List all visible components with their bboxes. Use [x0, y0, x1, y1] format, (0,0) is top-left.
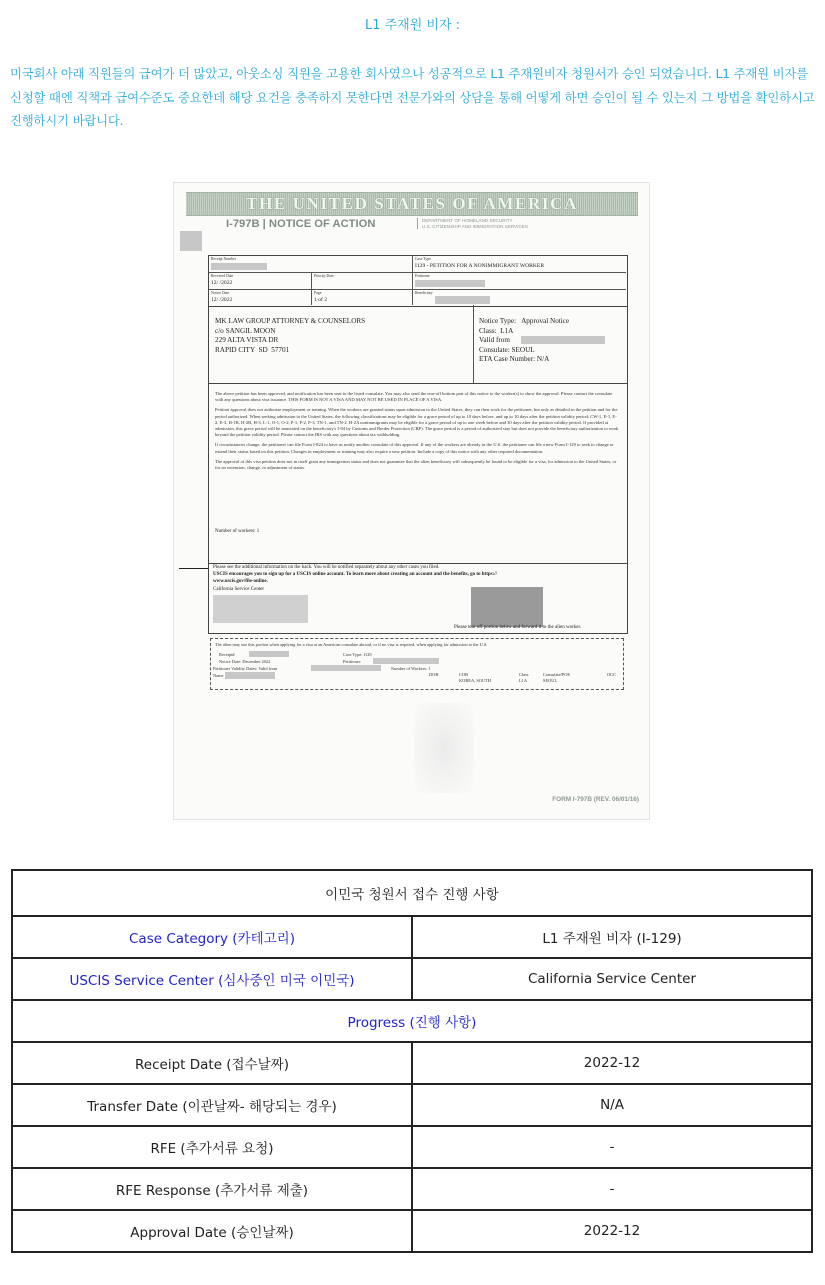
case-type-value: I129 - PETITION FOR A NONIMMIGRANT WORKER: [415, 263, 545, 269]
table-row: [12, 1126, 812, 1168]
approval-paragraph: The above petition has been approved, and notification has been sent to the listed consulate. You may also send the tear-off bottom part of this notice to the worker(s) to show the approval. Please contact the consulate with any questions about visa issuance. THIS FORM IS NOT A VISA AND MAY NOT BE USED IN PLACE OF A VISA.: [215, 391, 613, 403]
petitioner-label: Petitioner: [415, 274, 430, 278]
beneficiary-label: Beneficiary: [415, 291, 433, 295]
received-date-label: Received Date: [211, 274, 234, 278]
scan-smudge: [414, 703, 474, 793]
redaction: [471, 587, 543, 627]
redaction: [225, 672, 275, 679]
row-label: Approval Date (승인날짜): [12, 1210, 412, 1252]
notice-date-label: Notice Date: [211, 291, 230, 295]
page-label: Page: [314, 291, 322, 295]
tear-off-section: [210, 638, 624, 690]
tear-petitioner: Petitioner:: [343, 659, 362, 664]
redaction: [521, 336, 605, 344]
tear-class-value: L1A: [519, 678, 528, 683]
number-of-workers: Number of workers: 1: [215, 529, 260, 534]
row-value: 2022-12: [412, 1210, 812, 1252]
foot-line-2: USCIS encourages you to sign up for a USCIS online account. To learn more about creating an account and the benefits, go to https://: [213, 572, 498, 577]
employment-paragraph: Petition approval does not authorize employment or training. When the workers are granted status upon admission to the United States, they can then work for the petitioner, but only as detailed in the petition and for the period authorized. When seeking admission to the United States, the following classifications may be eligible for a grace period of up to 10 days before, and up to 10 days after the petition validity period: CW-1, E-1, E-2, E-3, H-1B, H-2B, H-3, L-1, O-1, O-2, P-1, P-2, P-3, TN-1, and TN-2. H-2A nonimmigrants may be eligible for a grace period of up to one week before and 30 days after the petition validity period. If provided at admission, this grace period will be annotated on the beneficiary's I-94 by Customs and Border Protection (CBP). The grace period is a period of authorized stay but does not provide the beneficiary authorization to work beyond the petition validity period. Please contact the IRS with any questions about tax withholding.: [215, 407, 619, 438]
divider: [473, 305, 474, 383]
notice-banner: [186, 192, 638, 216]
service-center-value: California Service Center: [412, 958, 812, 1000]
redaction: [311, 665, 381, 671]
banner-text: THE UNITED STATES OF AMERICA: [246, 194, 578, 213]
form-code: I-797B | NOTICE OF ACTION: [226, 218, 376, 230]
service-center-label: USCIS Service Center (심사중인 미국 이민국): [12, 958, 412, 1000]
tear-name: Name: [213, 673, 224, 678]
row-value: -: [412, 1126, 812, 1168]
tear-consulate-value: SEOUL: [543, 678, 558, 683]
section-heading: L1 주재원 비자 :: [364, 18, 461, 33]
table-row: [12, 1210, 812, 1252]
tear-case-type: Case Type: I129: [343, 652, 372, 657]
address-box: [208, 305, 628, 384]
tear-consulate: Consulate/POE: [543, 672, 571, 677]
redaction: [213, 595, 308, 623]
table-row: [12, 1042, 812, 1084]
table-row: [12, 1084, 812, 1126]
tear-instruction: The alien may use this portion when applying for a visa at an American consulate abroad, or if no visa is required, when applying for admission to the U.S.: [215, 642, 488, 647]
row-value: N/A: [412, 1084, 812, 1126]
tear-receipt: Receipt#: [219, 652, 235, 657]
tear-validity: Petitioner Validity Dates: Valid from: [213, 666, 278, 671]
tear-class: Class: [519, 672, 529, 677]
dhs-label: DEPARTMENT OF HOMELAND SECURITY U.S. CITIZENSHIP AND IMMIGRATION SERVICES: [417, 218, 542, 229]
tear-dob: DOB: [429, 672, 439, 677]
redaction: [415, 280, 485, 287]
notice-footer: [208, 563, 628, 634]
tear-occ: OCC: [607, 672, 617, 677]
redaction: [435, 296, 490, 304]
tear-notice-date: Notice Date: December 2022: [219, 659, 271, 664]
row-label: RFE (추가서류 요청): [12, 1126, 412, 1168]
notice-type-block: Notice Type: Approval Notice Class: L1A Valid from Consulate: SEOUL ETA Case Number: N/A: [479, 317, 570, 364]
foot-line-1: Please see the additional information on the back. You will be notified separately about any other cases you filed.: [213, 565, 440, 570]
foot-line-3: www.uscis.gov/file-online.: [213, 579, 268, 584]
table-title: 이민국 청원서 접수 진행 사항: [12, 870, 812, 916]
service-center-line: California Service Center: [213, 587, 265, 592]
table-row: [12, 1168, 812, 1210]
received-date-value: 12/ /2022: [211, 280, 233, 286]
row-label: RFE Response (추가서류 제출): [12, 1168, 412, 1210]
tear-cob-value: KOREA, SOUTH: [459, 678, 491, 683]
case-type-label: Case Type: [415, 257, 431, 261]
row-value: -: [412, 1168, 812, 1210]
approval-notice-image: [173, 182, 650, 820]
change-paragraph: If circumstances change, the petitioner can file Form I-824 to have us notify another consulate of this approval. If any of the workers are already in the U.S. the petitioner can file a new Form I-129 to seek to change or extend their status based on this petition. Changes in employment or training may also require a new petition. Include a copy of this notice with any other required documentation.: [215, 442, 614, 454]
row-value: 2022-12: [412, 1042, 812, 1084]
receipt-number-label: Receipt Number: [211, 257, 236, 261]
case-category-value: L1 주재원 비자 (I-129): [412, 916, 812, 958]
progress-label: Progress (진행 사항): [12, 1000, 812, 1042]
intro-paragraph: 미국회사 아래 직원들의 급여가 더 많았고, 아웃소싱 직원을 고용한 회사였으나 성공적으로 L1 주재원비자 청원서가 승인 되었습니다. L1 주재원 비자를 신청할 때엔 직책과 급여수준도 중요한데 해당 요건을 충족하지 못한다면 전문가와의 상담을 통해 어떻게 하면 승인이 될 수 있는지 그 방법을 확인하시고 진행하시기 바랍니다.: [10, 66, 815, 128]
tear-off-note: Please tear off portion below and forward it to the alien worker.: [454, 625, 582, 630]
mailing-address: MK LAW GROUP ATTORNEY & COUNSELORS c/o SANGIL MOON 229 ALTA VISTA DR RAPID CITY SD 57701: [215, 317, 366, 354]
row-label: Receipt Date (접수날짜): [12, 1042, 412, 1084]
status-paragraph: The approval of this visa petition does not in itself grant any immigration status and does not guarantee that the alien beneficiary will subsequently be found to be eligible for a visa, for admission to the United States, or for an extension, change, or adjustment of status.: [215, 458, 617, 471]
priority-date-label: Priority Date: [314, 274, 334, 278]
notice-body: [208, 383, 628, 564]
notice-header-box: [208, 255, 628, 307]
cut-mark: [179, 568, 209, 569]
row-label: Transfer Date (이관날짜- 해당되는 경우): [12, 1084, 412, 1126]
redaction: [373, 658, 439, 664]
notice-date-value: 12/ /2022: [211, 297, 233, 303]
petition-status-table: [11, 869, 813, 1253]
redaction: [249, 651, 289, 657]
page-value: 1 of 2: [314, 297, 328, 303]
tear-workers: Number of Workers: 1: [391, 666, 431, 671]
tear-cob: COB: [459, 672, 469, 677]
redaction: [211, 263, 267, 270]
form-revision: FORM I-797B (REV. 06/01/16): [552, 796, 639, 803]
case-category-label: Case Category (카테고리): [12, 916, 412, 958]
redaction: [180, 231, 202, 251]
